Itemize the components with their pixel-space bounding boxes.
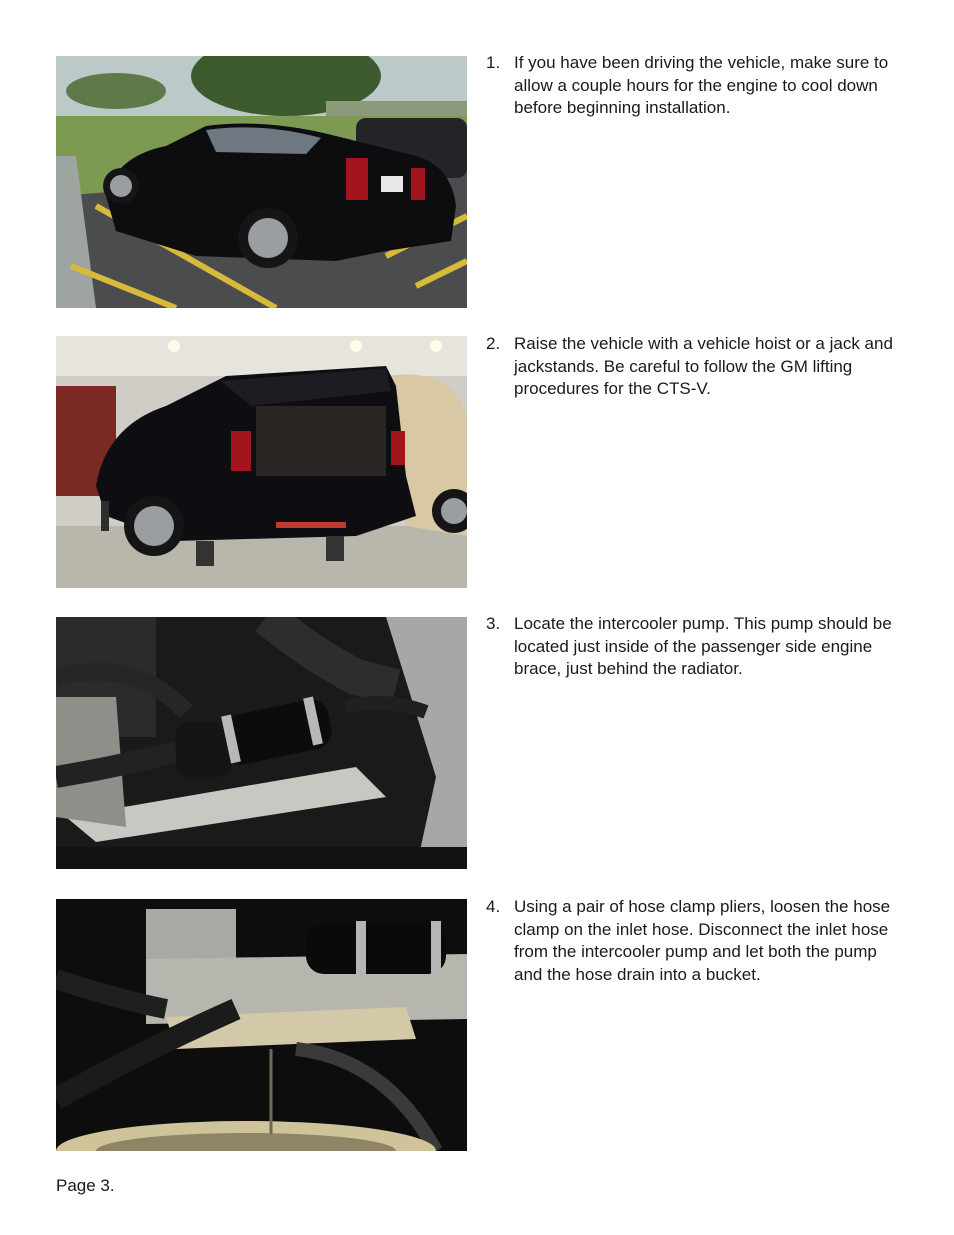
photo-car-parked-illustration [56,56,467,308]
photo-car-parked [56,56,467,308]
step-3 [486,613,906,681]
page-number: Page 3. [56,1176,115,1195]
step-4 [486,896,906,986]
photo-intercooler-pump [56,617,467,869]
photo-intercooler-pump-illustration [56,617,467,869]
step-number: 2. [486,334,501,353]
photo-car-on-jackstands-illustration [56,336,467,588]
step-number: 1. [486,53,501,72]
photo-hose-draining-illustration [56,899,467,1151]
step-number: 3. [486,614,501,633]
photo-hose-draining [56,899,467,1151]
step-text: If you have been driving the vehicle, make sure to allow a couple hours for the engine to cool down before beginning installation. [514,53,889,117]
step-text: Locate the intercooler pump. This pump should be located just inside of the passenger side engine brace, just behind the radiator. [514,614,892,678]
step-text: Using a pair of hose clamp pliers, loosen the hose clamp on the inlet hose. Disconnect the inlet hose from the intercooler pump and let both the pump and the hose drain into a bucket. [514,897,891,984]
photo-car-on-jackstands [56,336,467,588]
step-number: 4. [486,897,501,916]
step-2 [486,333,906,401]
step-text: Raise the vehicle with a vehicle hoist or a jack and jackstands. Be careful to follow the GM lifting procedures for the CTS-V. [514,334,893,398]
step-1 [486,52,906,120]
